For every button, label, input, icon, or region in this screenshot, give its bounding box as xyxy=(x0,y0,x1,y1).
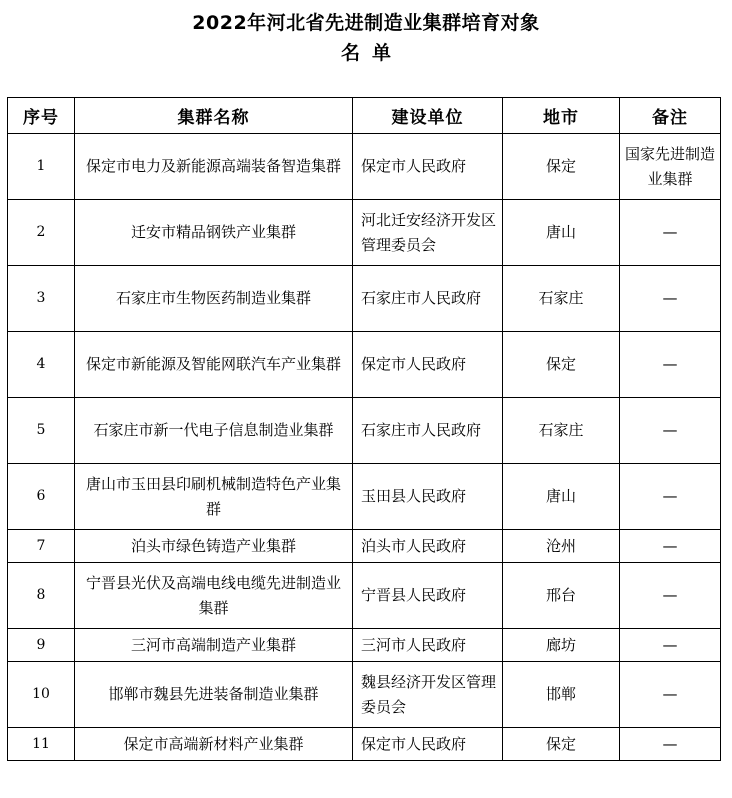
cluster-name: 保定市高端新材料产业集群 xyxy=(75,728,353,761)
builder-unit: 泊头市人民政府 xyxy=(353,530,503,563)
city-name: 沧州 xyxy=(503,530,620,563)
cluster-name: 泊头市绿色铸造产业集群 xyxy=(75,530,353,563)
city-name: 保定 xyxy=(503,728,620,761)
row-number: 3 xyxy=(8,266,75,332)
row-note: — xyxy=(620,662,721,728)
cluster-name: 石家庄市生物医药制造业集群 xyxy=(75,266,353,332)
row-number: 1 xyxy=(8,134,75,200)
city-name: 保定 xyxy=(503,134,620,200)
city-name: 唐山 xyxy=(503,200,620,266)
cluster-name: 保定市电力及新能源高端装备智造集群 xyxy=(75,134,353,200)
table-row xyxy=(8,266,721,332)
table-row xyxy=(8,563,721,629)
cluster-name: 邯郸市魏县先进装备制造业集群 xyxy=(75,662,353,728)
builder-unit: 保定市人民政府 xyxy=(353,728,503,761)
header-builder-unit: 建设单位 xyxy=(353,98,503,134)
cluster-name: 宁晋县光伏及高端电线电缆先进制造业集群 xyxy=(75,563,353,629)
document-subtitle: 名单 xyxy=(340,42,403,64)
table-row xyxy=(8,398,721,464)
builder-unit: 三河市人民政府 xyxy=(353,629,503,662)
row-note: — xyxy=(620,398,721,464)
city-name: 唐山 xyxy=(503,464,620,530)
builder-unit: 玉田县人民政府 xyxy=(353,464,503,530)
builder-unit: 保定市人民政府 xyxy=(353,134,503,200)
document-title: 2022年河北省先进制造业集群培育对象 xyxy=(192,12,540,34)
row-note: — xyxy=(620,563,721,629)
row-note: — xyxy=(620,332,721,398)
row-number: 9 xyxy=(8,629,75,662)
row-note: — xyxy=(620,464,721,530)
row-number: 10 xyxy=(8,662,75,728)
cluster-name: 石家庄市新一代电子信息制造业集群 xyxy=(75,398,353,464)
row-note: — xyxy=(620,200,721,266)
city-name: 石家庄 xyxy=(503,398,620,464)
builder-unit: 石家庄市人民政府 xyxy=(353,398,503,464)
row-number: 8 xyxy=(8,563,75,629)
city-name: 保定 xyxy=(503,332,620,398)
table-row xyxy=(8,200,721,266)
row-number: 6 xyxy=(8,464,75,530)
row-number: 5 xyxy=(8,398,75,464)
city-name: 廊坊 xyxy=(503,629,620,662)
table-row xyxy=(8,134,721,200)
row-number: 2 xyxy=(8,200,75,266)
row-note: — xyxy=(620,530,721,563)
row-number: 11 xyxy=(8,728,75,761)
cluster-name: 三河市高端制造产业集群 xyxy=(75,629,353,662)
row-note: — xyxy=(620,728,721,761)
cluster-table xyxy=(7,97,721,761)
cluster-name: 唐山市玉田县印刷机械制造特色产业集群 xyxy=(75,464,353,530)
header-note: 备注 xyxy=(620,98,721,134)
table-row xyxy=(8,332,721,398)
cluster-name: 迁安市精品钢铁产业集群 xyxy=(75,200,353,266)
row-note: — xyxy=(620,266,721,332)
table-row xyxy=(8,662,721,728)
header-city: 地市 xyxy=(503,98,620,134)
row-note: 国家先进制造业集群 xyxy=(620,134,721,200)
cluster-name: 保定市新能源及智能网联汽车产业集群 xyxy=(75,332,353,398)
table-row xyxy=(8,728,721,761)
builder-unit: 河北迁安经济开发区管理委员会 xyxy=(353,200,503,266)
row-number: 4 xyxy=(8,332,75,398)
builder-unit: 石家庄市人民政府 xyxy=(353,266,503,332)
city-name: 邯郸 xyxy=(503,662,620,728)
row-number: 7 xyxy=(8,530,75,563)
table-row xyxy=(8,530,721,563)
builder-unit: 宁晋县人民政府 xyxy=(353,563,503,629)
table-row xyxy=(8,629,721,662)
city-name: 邢台 xyxy=(503,563,620,629)
builder-unit: 保定市人民政府 xyxy=(353,332,503,398)
table-header-row xyxy=(8,98,721,134)
header-no: 序号 xyxy=(8,98,75,134)
city-name: 石家庄 xyxy=(503,266,620,332)
row-note: — xyxy=(620,629,721,662)
builder-unit: 魏县经济开发区管理委员会 xyxy=(353,662,503,728)
header-cluster-name: 集群名称 xyxy=(75,98,353,134)
table-row xyxy=(8,464,721,530)
